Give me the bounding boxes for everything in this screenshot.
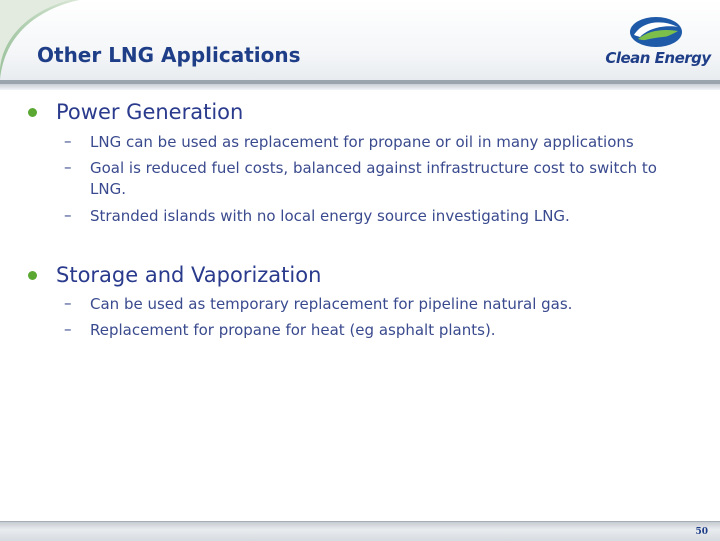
slide-footer	[0, 521, 720, 541]
logo-swirl-icon	[628, 15, 684, 49]
page-number: 50	[695, 527, 708, 537]
dash-icon: –	[64, 294, 72, 312]
bullet-storage-vaporization	[28, 263, 321, 287]
bullet-text: Power Generation	[56, 100, 244, 124]
sub-bullet-text: Can be used as temporary replacement for pipeline natural gas.	[90, 295, 573, 313]
sub-bullet	[64, 158, 664, 200]
bullet-dot-icon	[28, 108, 37, 117]
sub-bullet	[64, 206, 684, 227]
dash-icon: –	[64, 206, 72, 224]
header-divider-shadow	[0, 84, 720, 90]
sub-bullet-text: LNG can be used as replacement for propane or oil in many applications	[90, 133, 634, 151]
sub-bullet	[64, 320, 684, 341]
sub-bullet-text: Goal is reduced fuel costs, balanced against infrastructure cost to switch to LNG.	[90, 159, 657, 198]
dash-icon: –	[64, 320, 72, 338]
dash-icon: –	[64, 158, 72, 176]
logo-text: Clean Energy	[605, 49, 711, 67]
dash-icon: –	[64, 132, 72, 150]
sub-bullet-text: Replacement for propane for heat (eg asphalt plants).	[90, 321, 496, 339]
clean-energy-logo	[604, 15, 712, 71]
sub-bullet-text: Stranded islands with no local energy source investigating LNG.	[90, 207, 570, 225]
bullet-dot-icon	[28, 271, 37, 280]
bullet-text: Storage and Vaporization	[56, 263, 322, 287]
bullet-power-generation	[28, 100, 243, 124]
slide-header	[0, 0, 720, 90]
slide-title: Other LNG Applications	[37, 43, 301, 67]
sub-bullet	[64, 294, 684, 315]
sub-bullet	[64, 132, 684, 153]
